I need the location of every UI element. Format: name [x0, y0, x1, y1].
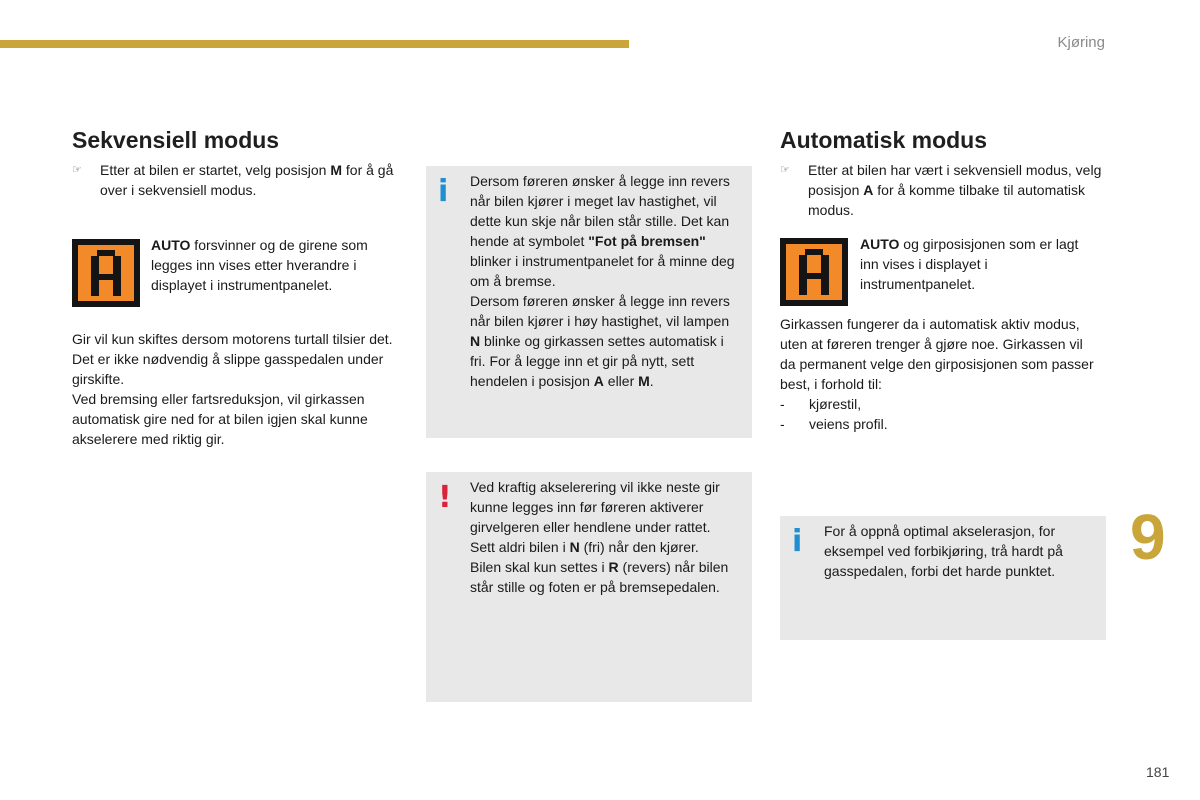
hand-pointer-icon: ☞ — [780, 164, 790, 176]
left-bullet: ☞ Etter at bilen er startet, velg posisjon M for å gå over i sekvensiell modus. — [72, 162, 394, 198]
warning-box-acceleration: ! Ved kraftig akselerering vil ikke neste gir kunne legges inn før føreren aktiverer girvelgeren eller hendlene under rattet. Sett aldri bilen i N (fri) når den kjører. Bilen skal kun settes i R (revers) når bilen står stille og foten er på bremsepedalen. — [426, 472, 752, 702]
list-item: - veiens profil. — [780, 416, 888, 432]
auto-mode-icon — [72, 239, 140, 307]
header-accent-bar — [0, 40, 629, 48]
left-paragraphs: Gir vil kun skiftes dersom motorens turtall tilsier det. Det er ikke nødvendig å slippe gasspedalen under girskifte. Ved bremsing eller fartsreduksjon, vil girkassen automatisk gire ned for at bilen igjen skal kunne akselerere med riktig gir. — [72, 331, 393, 447]
info-icon: i — [438, 174, 449, 209]
hand-pointer-icon: ☞ — [72, 164, 82, 176]
right-title: Automatisk modus — [780, 127, 988, 153]
section-label: Kjøring — [1057, 34, 1105, 51]
info-box-reverse: i Dersom føreren ønsker å legge inn revers når bilen kjører i meget lav hastighet, vil dette kun skje når bilen står stille. Det kan hende at symbolet "Fot på bremsen" blinker i instrumentpanelet for å minne deg om å bremse. Dersom føreren ønsker å legge inn revers når bilen kjører i høy hastighet, vil lampen N blinke og girkassen settes automatisk i fri. For å legge inn et gir på nytt, sett hendelen i posisjon A eller M. — [426, 166, 752, 438]
right-bullet: ☞ Etter at bilen har vært i sekvensiell modus, velg posisjon A for å komme tilbake til automatisk modus. — [780, 162, 1102, 218]
right-paragraph: Girkassen fungerer da i automatisk aktiv modus, uten at føreren trenger å gjøre noe. Girkassen vil da permanent velge den girposisjonen som passer best, i forhold til: - kjørestil, - veiens profil. — [780, 314, 1100, 434]
left-auto-note: AUTO forsvinner og de girene som legges inn vises etter hverandre i displayet i instrumentpanelet. — [151, 237, 368, 293]
chapter-number: 9 — [1130, 501, 1166, 573]
info-icon: i — [792, 524, 803, 559]
list-item: - kjørestil, — [780, 396, 862, 412]
warning-icon: ! — [438, 480, 452, 515]
auto-mode-icon — [780, 238, 848, 306]
letter-a-icon — [791, 247, 837, 297]
letter-a-icon — [83, 248, 129, 298]
page-number: 181 — [1146, 764, 1170, 780]
info-box-acceleration: i For å oppnå optimal akselerasjon, for eksempel ved forbikjøring, trå hardt på gasspedalen, forbi det harde punktet. — [780, 516, 1106, 640]
left-title: Sekvensiell modus — [72, 127, 280, 153]
right-auto-note: AUTO og girposisjonen som er lagt inn vises i displayet i instrumentpanelet. — [860, 236, 1079, 292]
